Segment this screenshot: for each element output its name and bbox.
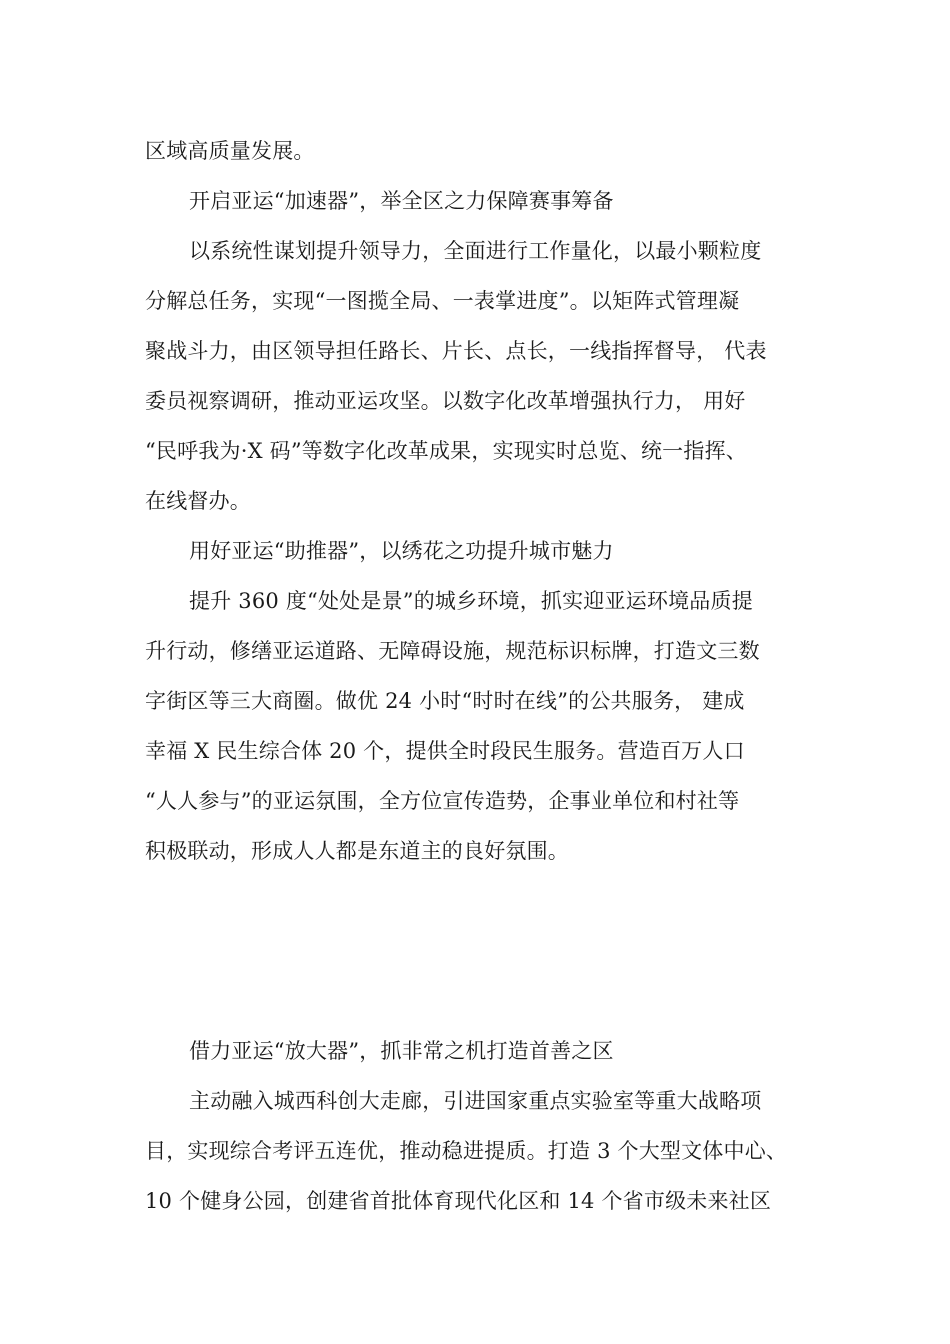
paragraph-line: 分解总任务，实现“一图揽全局、一表掌进度”。以矩阵式管理凝	[145, 289, 740, 313]
paragraph-line: 区域高质量发展。	[145, 139, 315, 163]
paragraph-line: 目，实现综合考评五连优，推动稳进提质。打造 3 个大型文体中心、	[145, 1139, 788, 1163]
paragraph-line: “人人参与”的亚运氛围，全方位宣传造势，企事业单位和村社等	[145, 789, 740, 813]
paragraph-line: 在线督办。	[145, 489, 251, 513]
section-heading-amplifier: 借力亚运“放大器”，抓非常之机打造首善之区	[189, 1039, 614, 1063]
paragraph-line: 积极联动，形成人人都是东道主的良好氛围。	[145, 839, 569, 863]
paragraph-line: 升行动，修缮亚运道路、无障碍设施，规范标识标牌，打造文三数	[145, 639, 760, 663]
paragraph-line: 主动融入城西科创大走廊，引进国家重点实验室等重大战略项	[189, 1089, 762, 1113]
paragraph-line: 10 个健身公园，创建省首批体育现代化区和 14 个省市级未来社区	[145, 1189, 772, 1213]
paragraph-line: “民呼我为·X 码”等数字化改革成果，实现实时总览、统一指挥、	[145, 439, 747, 463]
paragraph-line: 字街区等三大商圈。做优 24 小时“时时在线”的公共服务， 建成	[145, 689, 745, 713]
section-heading-booster: 用好亚运“助推器”，以绣花之功提升城市魅力	[189, 539, 614, 563]
paragraph-line: 幸福 X 民生综合体 20 个，提供全时段民生服务。营造百万人口	[145, 739, 745, 763]
paragraph-line: 委员视察调研，推动亚运攻坚。以数字化改革增强执行力， 用好	[145, 389, 746, 413]
paragraph-line: 提升 360 度“处处是景”的城乡环境，抓实迎亚运环境品质提	[189, 589, 753, 613]
paragraph-line: 聚战斗力，由区领导担任路长、片长、点长，一线指挥督导， 代表	[145, 339, 767, 363]
paragraph-line: 以系统性谋划提升领导力，全面进行工作量化，以最小颗粒度	[189, 239, 762, 263]
section-heading-accelerator: 开启亚运“加速器”，举全区之力保障赛事筹备	[189, 189, 614, 213]
